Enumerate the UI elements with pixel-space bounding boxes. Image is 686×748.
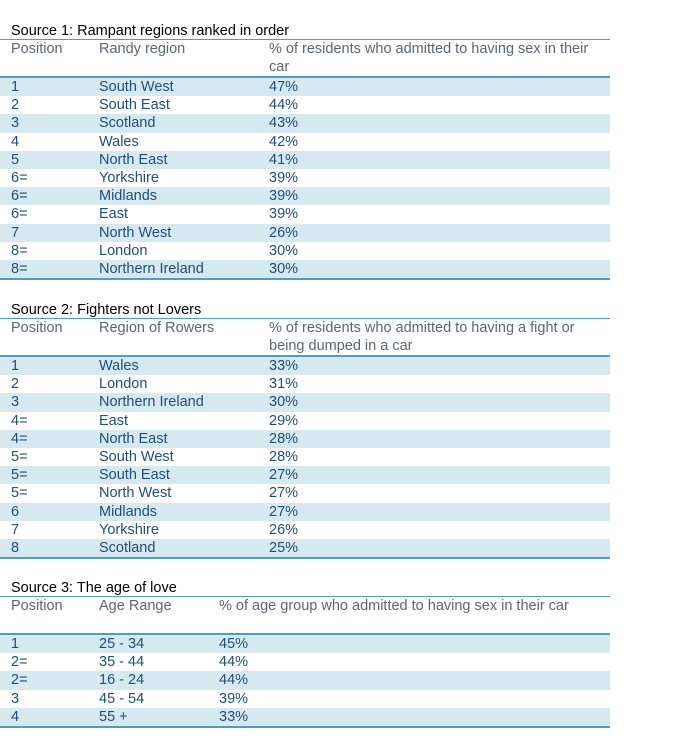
row-percentage: 44% [269,97,299,114]
row-position: 8= [11,242,28,259]
source-title: Source 3: The age of love [11,580,177,596]
table-row [0,78,610,96]
header-region: Region of Rowers [99,320,215,336]
header-position: Position [11,598,63,614]
row-region: 45 - 54 [99,690,145,707]
row-region: Northern Ireland [99,261,204,277]
row-region: Yorkshire [99,521,159,538]
table-row [0,484,610,502]
table-row [0,114,610,132]
row-percentage: 27% [269,503,299,520]
row-position: 3 [11,394,20,411]
row-position: 3 [11,115,20,132]
row-region: Yorkshire [99,170,159,186]
row-percentage: 28% [269,430,299,447]
row-percentage: 31% [269,376,299,393]
row-percentage: 25% [269,540,299,556]
table-header [0,597,610,633]
row-position: 4 [11,708,20,725]
row-percentage: 39% [269,206,299,223]
row-percentage: 33% [269,358,299,374]
row-region: Midlands [99,503,158,520]
row-region: Northern Ireland [99,394,204,411]
row-percentage: 41% [269,151,299,168]
row-percentage: 30% [269,242,299,259]
row-percentage: 26% [269,224,299,241]
row-region: London [99,376,148,393]
row-position: 7 [11,521,20,538]
row-percentage: 39% [219,690,249,707]
row-region: South West [99,79,174,95]
row-position: 5= [11,449,28,465]
row-region: East [99,412,129,429]
table-row [0,503,610,521]
row-position: 8 [11,540,20,556]
table-row [0,224,610,242]
table-row [0,169,610,187]
row-region: South East [99,97,170,114]
header-percentage: % of residents who admitted to having sex in their car [269,41,589,75]
row-percentage: 45% [219,636,249,652]
row-position: 6= [11,170,28,186]
row-percentage: 39% [269,170,299,186]
row-region: 35 - 44 [99,654,145,671]
header-position: Position [11,41,63,57]
table-row [0,690,610,708]
row-position: 4= [11,412,28,429]
row-position: 5 [11,151,20,168]
row-position: 6= [11,188,28,205]
row-percentage: 33% [219,708,249,725]
row-percentage: 43% [269,115,299,132]
row-percentage: 44% [219,672,249,689]
table-row [0,539,610,557]
row-position: 2 [11,97,20,114]
table-row [0,521,610,539]
row-percentage: 26% [269,521,299,538]
row-region: South East [99,467,170,484]
table-row [0,412,610,430]
row-region: North West [99,485,172,502]
header-percentage: % of residents who admitted to having a fight or being dumped in a car [269,320,575,354]
table-row [0,205,610,223]
source-title: Source 1: Rampant regions ranked in order [11,23,290,39]
row-position: 2 [11,376,20,393]
table-bottom-rule [0,278,610,280]
row-position: 1 [11,79,20,95]
row-position: 6 [11,503,20,520]
table-row [0,448,610,466]
row-percentage: 44% [219,654,249,671]
row-region: North West [99,224,172,241]
row-region: North East [99,430,168,447]
row-position: 5= [11,485,28,502]
table-row [0,375,610,393]
table-row [0,635,610,653]
table-bottom-rule [0,726,610,728]
row-position: 2= [11,654,28,671]
source-title: Source 2: Fighters not Lovers [11,302,202,318]
row-position: 1 [11,358,20,374]
row-region: 55 + [99,708,128,725]
table-row [0,708,610,726]
table-row [0,393,610,411]
row-region: 25 - 34 [99,636,145,652]
row-percentage: 30% [269,394,299,411]
row-percentage: 27% [269,485,299,502]
table-row [0,671,610,689]
row-position: 4= [11,430,28,447]
table-row [0,187,610,205]
row-region: East [99,206,129,223]
row-position: 5= [11,467,28,484]
row-percentage: 29% [269,412,299,429]
table-row [0,430,610,448]
row-region: 16 - 24 [99,672,145,689]
row-percentage: 42% [269,133,299,150]
row-position: 7 [11,224,20,241]
table-row [0,96,610,114]
table-row [0,242,610,260]
table-row [0,133,610,151]
header-percentage: % of age group who admitted to having sex in their car [219,598,569,614]
row-position: 3 [11,690,20,707]
table-header [0,40,610,76]
header-position: Position [11,320,63,336]
row-region: Wales [99,133,139,150]
row-region: Scotland [99,540,156,556]
table-row [0,466,610,484]
header-region: Age Range [99,598,172,614]
row-percentage: 30% [269,261,299,277]
row-region: South West [99,449,174,465]
row-position: 8= [11,261,28,277]
row-percentage: 27% [269,467,299,484]
row-position: 6= [11,206,28,223]
row-position: 2= [11,672,28,689]
row-percentage: 39% [269,188,299,205]
table-row [0,260,610,278]
row-position: 1 [11,636,20,652]
row-position: 4 [11,133,20,150]
row-percentage: 28% [269,449,299,465]
table-header [0,319,610,355]
table-row [0,357,610,375]
table-row [0,151,610,169]
row-region: North East [99,151,168,168]
row-region: Midlands [99,188,158,205]
row-percentage: 47% [269,79,299,95]
row-region: Wales [99,358,139,374]
header-region: Randy region [99,41,186,57]
row-region: Scotland [99,115,156,132]
row-region: London [99,242,148,259]
table-row [0,653,610,671]
table-bottom-rule [0,557,610,559]
